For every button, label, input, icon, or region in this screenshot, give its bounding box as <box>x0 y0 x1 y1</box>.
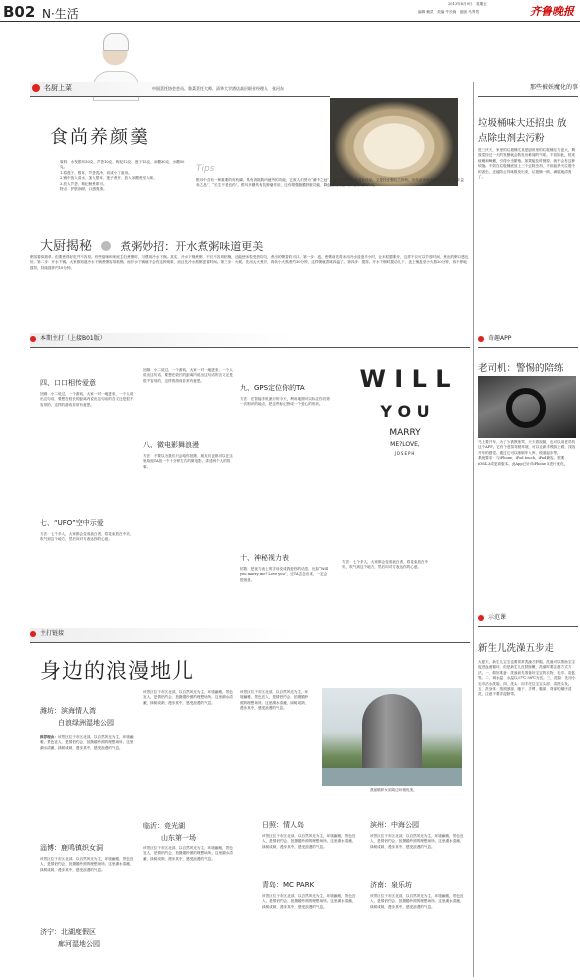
dish-title: 食尚养颜羹 <box>50 127 150 148</box>
weifang-name: 潍坊：滨海情人湾 <box>40 707 96 715</box>
romance-bar <box>30 628 470 643</box>
eye-chart-line-2: Y O U <box>380 402 430 421</box>
essay-body-4: 方法：在智能手机流行的今天，利用地图可以标注你们第一次相识的地点，把这些标记拼成一个爱心的形状。 <box>240 397 330 407</box>
essay-body-col2: 回顾：小二说过，一个游戏，大家一对一地进来，一个人说出这句话，要想在较长的距离内说出这句话的含义还是很不容易的，这样的游戏非常有意思。 <box>143 368 233 383</box>
congee-subtitle: 煮粥妙招：开水煮粥味道更美 <box>120 240 264 253</box>
section-name: N·生活 <box>42 7 79 21</box>
eye-chart-line-1: W I L L <box>359 365 451 393</box>
jining-name: 济宁：北湖度假区 <box>40 928 96 936</box>
bathing-body: 大夏天，新生儿宝宝也要常常洗澡才舒服。洗澡可以帮助宝宝促进血液循环，但是新生儿皮肤娇嫩，洗澡时要注意方式方法。一、做好准备：洗澡前先准备好宝宝的衣物、毛巾、浴盆等。二、调水温：水温以37℃-38℃为宜。三、洗脸：先用小毛巾沾水洗脸。四、洗头：用手托住宝宝头部，清洗头发。五、洗身体：按照颈部、腋下、手臂、腹部、背部的顺序清洗，注意不要弄湿脐带。 <box>478 660 576 697</box>
binzhou-heading: 滨州：中海公园 <box>370 821 419 829</box>
qingdao-body: 该景区位于市区北部，以自然风光为主，环境幽雅，景色宜人，是情侣约会、拍摄婚纱照的理想场所。这里湖水清澈，绿树成荫，漫步其中，感受浪漫的气息。 <box>262 894 356 909</box>
tips-label: Tips <box>196 164 215 174</box>
zibo-body: 该景区位于市区北部，以自然风光为主，环境幽雅，景色宜人，是情侣约会、拍摄婚纱照的理想场所。这里湖水清澈，绿树成荫，漫步其中，感受浪漫的气息。 <box>40 857 134 872</box>
weifang-text: 该景区位于市区北部，以自然风光为主，环境幽雅，景色宜人，是情侣约会、拍摄婚纱照的理想场所。这里湖水清澈，绿树成荫，漫步其中，感受浪漫的气息。 <box>40 735 134 750</box>
date-line: 2013年8月9日 星期五 <box>448 2 487 6</box>
romance-dot-icon <box>30 631 36 637</box>
weifang-rec-label: 推荐理由： <box>40 735 58 739</box>
essay-body-1: 回顾：小二说过，一个游戏，大家一对一地进来，一个人说出这句话，要想在较长的距离内说出这句话的含义还是很不容易的，这样的游戏非常有意思。 <box>40 392 134 407</box>
app-body: 马上要开车，为了少被教练骂，天天看视频，也可以用老司机这个APP。它有个虚拟驾驶环境，可以让新手模拟上路，找找开车的感觉。通过它可以练倒车入库、坡道起步等。 系统要求：与iPhone、iPod touch、iPad兼容。需要iOS4.3或更高版本。此App已针对iPhone 5进行优化。 <box>478 440 576 466</box>
congee-circle-icon <box>101 241 111 251</box>
rizhao-heading: 日照：情人岛 <box>262 821 304 829</box>
rizhao-body: 该景区位于市区北部，以自然风光为主，环境幽雅，景色宜人，是情侣约会、拍摄婚纱照的理想场所。这里湖水清澈，绿树成荫，漫步其中，感受浪漫的气息。 <box>262 834 356 849</box>
romance-body-col3: 该景区位于市区北部，以自然风光为主，环境幽雅，景色宜人，是情侣约会、拍摄婚纱照的理想场所。这里湖水清澈，绿树成荫，漫步其中，感受浪漫的气息。 <box>240 690 309 711</box>
jinan-body: 该景区位于市区北部，以自然风光为主，环境幽雅，景色宜人，是情侣约会、拍摄婚纱照的理想场所。这里湖水清澈，绿树成荫，漫步其中，感受浪漫的气息。 <box>370 894 464 909</box>
linyi-name: 临沂：竞光湖 <box>143 822 185 830</box>
bathing-bar <box>478 612 578 627</box>
essay-heading-2: 七、“UFO”空中示爱 <box>40 519 104 527</box>
tips-text: 银耳中含有一种重要的有机磷，具有消除肌肉疲劳的功能；它被人们誉为“菌中之冠”，既是名贵的营养滋补佳品，又是扶正强壮之补药。历代皇家贵族将银耳看作“延年益寿之品”、“长生不老良药”。银耳多糖具有抗肿瘤作用，还有增强胎膜肝脏功能、降血脂及增强人体免疫力的作用。 <box>196 178 464 188</box>
water-icon <box>322 768 462 786</box>
essay-bar <box>30 333 470 348</box>
rumor-bar <box>478 82 578 97</box>
newspaper-logo: 齐鲁晚报 <box>530 5 574 18</box>
rumor-bar-label: 那些被妖魔化的事 <box>529 84 578 91</box>
dish-photo <box>330 98 458 186</box>
essay-bar-label: 本期主打（上接B01版） <box>40 335 106 342</box>
bathing-bar-label: 示范课 <box>488 614 507 621</box>
app-bar-label: 奇趣APP <box>488 335 512 342</box>
bullet-dot-icon <box>32 84 40 92</box>
binzhou-body: 该景区位于市区北部，以自然风光为主，环境幽雅，景色宜人，是情侣约会、拍摄婚纱照的理想场所。这里湖水清澈，绿树成荫，漫步其中，感受浪漫的气息。 <box>370 834 464 849</box>
eye-chart-line-4: ME?LOVE, <box>390 441 420 448</box>
steering-wheel-icon <box>506 388 546 428</box>
page-header <box>0 0 580 21</box>
app-dot-icon <box>478 336 484 342</box>
app-title: 老司机：警惕的陪练 <box>478 363 564 374</box>
essay-heading-1: 四、口口相传爱意 <box>40 379 96 387</box>
congee-body: 粥虽看似简单，但要煮得好吃并不容易。有些厨师和家庭主妇煮粥时，习惯用冷水下锅。其实，开水下锅煮粥，不仅不容易粘锅，还能使米粒受热均匀，煮出的粥香软可口。第一步：泡。煮粥前先将米用冷水浸泡半小时，让米粒膨胀开，这样不仅可以节省时间，煮出的粥口感也好。第二步：开水下锅。大家都知道冷水下锅煮粥容易粘锅，而开水下锅就不会有这种现象，而且比冷水熬粥更省时间。第三步：火候。先用大火煮开，再转小火熬煮约30分钟，这样粥就香味四溢了。第四步：搅拌。开水下锅时搅动几下，盖上锅盖至小火熬20分钟，再不停地搅拌，持续搅拌约10分钟。 <box>30 255 469 270</box>
page-code: B02 <box>3 3 36 21</box>
chef-hat-icon <box>103 33 129 51</box>
qingdao-heading: 青岛：MC PARK <box>262 881 315 889</box>
essay-heading-5: 十、神秘视力表 <box>240 554 289 562</box>
rumor-body: 进三伏天，家里的垃圾桶尤其是厨房里的垃圾桶压力更大，剩饭菜经过一天的发酵就会散发出难闻的气味。不但如此，招来蚊蝇和蟑螂，引得小虫繁殖。如果能及时倒掉，就不会有这种烦恼。不妨在垃圾桶底放上三个去除虫剂，不但能杀灭垃圾中的害虫，还能防止异味散发出来，垃圾桶一倒，满屋就清爽了。 <box>478 148 576 180</box>
weifang-body <box>40 735 135 751</box>
essay-heading-3: 八、微电影舞浪漫 <box>143 441 199 449</box>
editor-line: 编辑 赖武 美编 牛长晓 组版 马秀男 <box>418 10 479 14</box>
romance-photo <box>322 688 462 786</box>
weifang-name-2: 白浪绿洲湿地公园 <box>58 719 114 727</box>
app-screenshot <box>478 376 576 438</box>
photo-caption: 燕崖镇织女洞周边环境优美。 <box>370 788 417 792</box>
linyi-name-2: 山东第一场 <box>161 834 196 842</box>
romance-body-col2: 该景区位于市区北部，以自然风光为主，环境幽雅，景色宜人，是情侣约会、拍摄婚纱照的理想场所。这里湖水清澈，绿树成荫，漫步其中，感受浪漫的气息。 <box>143 690 233 705</box>
congee-title: 大厨揭秘 <box>40 239 93 254</box>
congee-heading <box>40 235 470 254</box>
linyi-body: 该景区位于市区北部，以自然风光为主，环境幽雅，景色宜人，是情侣约会、拍摄婚纱照的理想场所。这里湖水清澈，绿树成荫，漫步其中，感受浪漫的气息。 <box>143 846 233 861</box>
romance-title: 身边的浪漫地儿 <box>40 659 194 683</box>
romance-bar-label: 主打链接 <box>40 630 65 637</box>
right-column-rule <box>473 82 474 977</box>
jinan-heading: 济南：泉乐坊 <box>370 881 412 889</box>
header-rule <box>0 21 580 22</box>
zibo-heading: 淄博：鹿鸣镇织女洞 <box>40 844 103 852</box>
chef-badge <box>32 83 72 93</box>
linyi-heading <box>143 820 196 844</box>
bathing-dot-icon <box>478 615 484 621</box>
essay-dot-icon <box>30 336 36 342</box>
rock-cliff-icon <box>362 694 422 774</box>
weifang-heading <box>40 705 114 729</box>
app-bar <box>478 333 578 348</box>
eye-chart-line-5: JOSEPH <box>394 451 416 456</box>
recipe-text: 原料：水发银耳50克、芦荟10克、枸杞12克、莲子15克、冰糖30克、水糖50克。 1.将莲子、银耳、芦荟洗净，切成小丁备用。 2.锅中放入清水，加入银耳、莲子煮开，放入冰糖煮至入味。 3.放入芦荟、枸杞稍煮即可。 特点：护肤润颜，口感爽滑。 <box>60 160 185 192</box>
essay-heading-4: 九、GPS定位你的TA <box>240 384 305 392</box>
essay-body-3: 方法：不要以为我们只会给你拍摄，朋友们也都可以在这里给他TA拍一个十分钟左右的微电影，讲述两个人的故事。 <box>143 454 233 469</box>
rumor-title: 垃圾桶味大还招虫 放点除虫剂去污粉 <box>478 118 567 144</box>
essay-body-2: 方法：七个多人，大家都会变成表白者，将花束放在中央，吹气到这个地方，然后向对方表达你的心意。 <box>40 532 134 542</box>
jining-heading <box>40 926 100 950</box>
jining-name-2: 廊河湿地公园 <box>58 940 100 948</box>
eye-chart <box>350 360 460 560</box>
chef-bio: 中国烹饪协会会员、鲁菜烹饪大师、清华大学酒店高层职业经理人 张河东 <box>152 86 284 91</box>
bathing-title: 新生儿洗澡五步走 <box>478 643 555 654</box>
essay-body-6: 方法：七个多人，大家都会变成表白者，将花束放在中央，吹气到这个地方，然后向对方表达你的心意。 <box>342 560 429 570</box>
eye-chart-line-3: MARRY <box>389 428 421 438</box>
chef-badge-label: 名厨上菜 <box>44 84 72 92</box>
essay-body-5: 招数：把视力表上的字母变成我爱你的话语，比如“Will you marry me? Love you”，让TA去念出来，一定会很惊喜。 <box>240 567 328 582</box>
